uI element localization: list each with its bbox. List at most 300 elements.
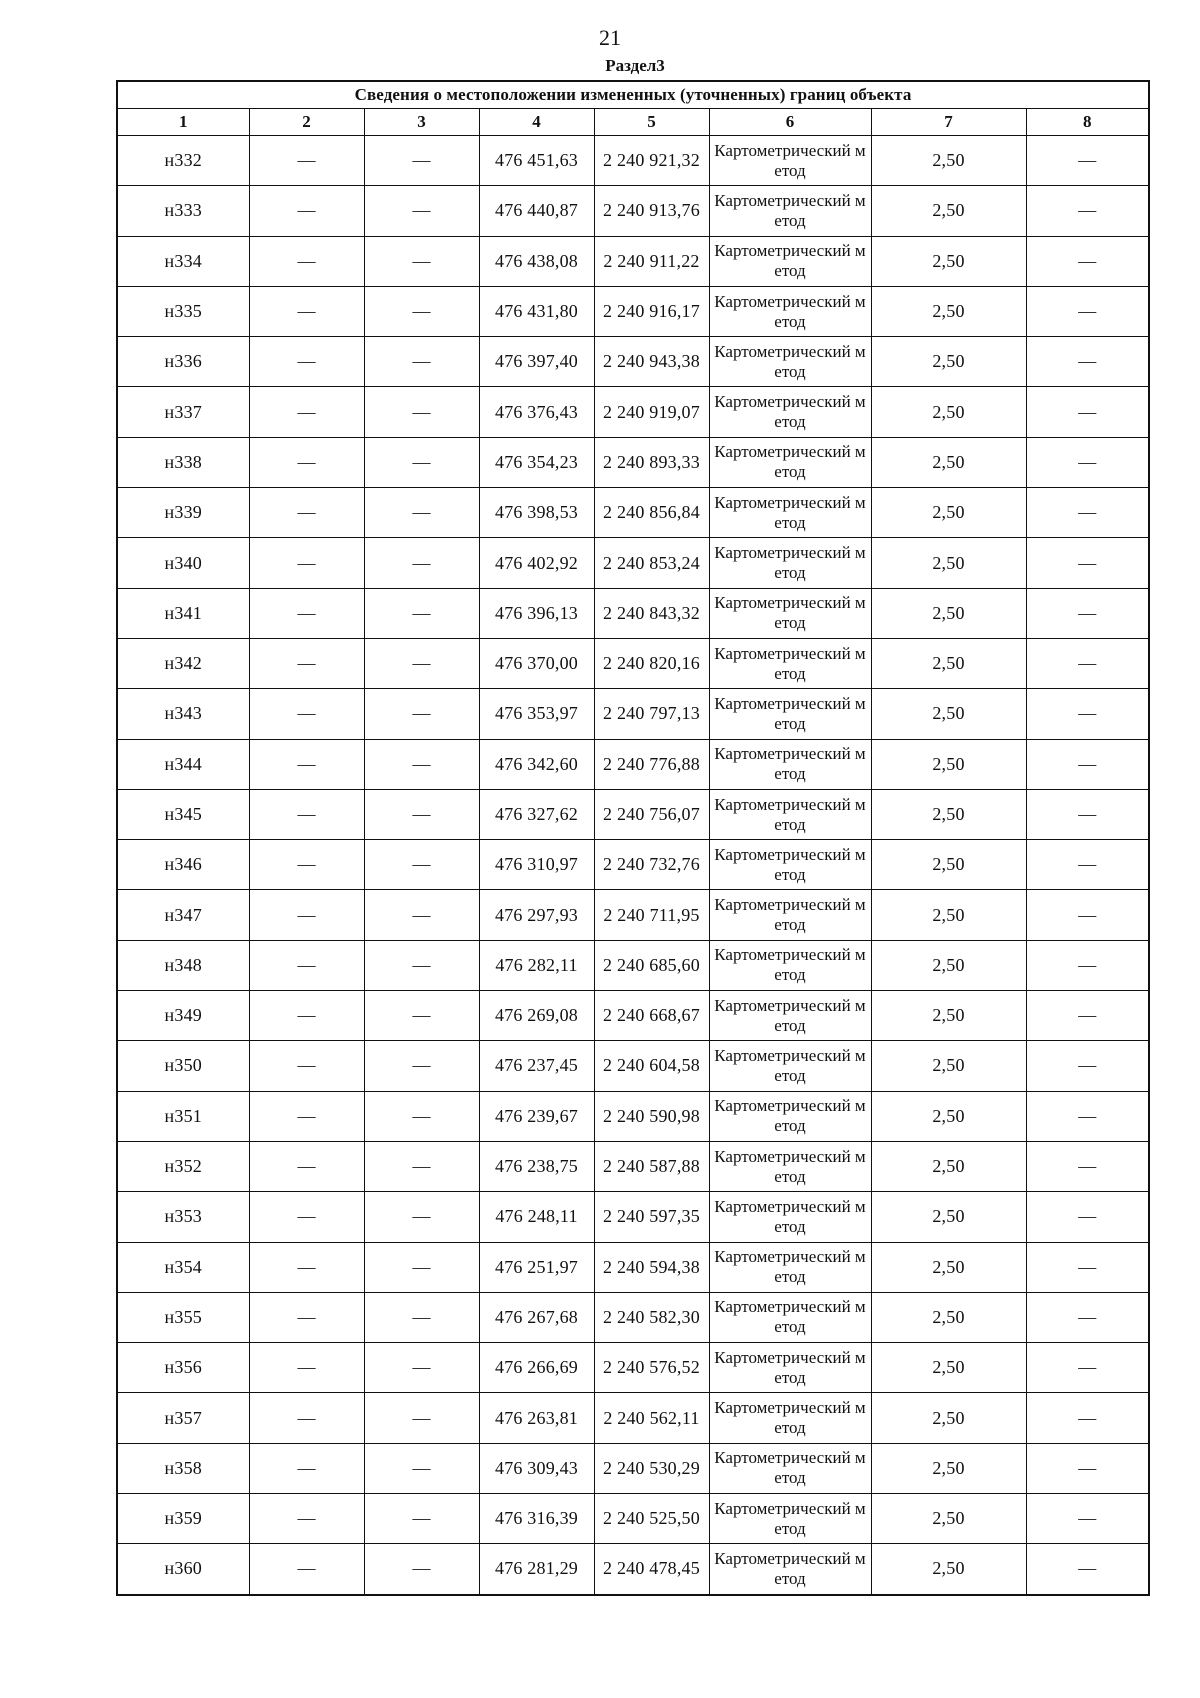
method-cell [709, 689, 871, 739]
column-8-cell: — [1026, 689, 1149, 739]
column-number-1: 1 [117, 109, 249, 136]
point-number-cell: н339 [117, 488, 249, 538]
accuracy-cell: 2,50 [871, 840, 1026, 890]
method-cell [709, 1091, 871, 1141]
point-number-cell: н334 [117, 236, 249, 286]
column-8-cell: — [1026, 1041, 1149, 1091]
table-body [117, 136, 1149, 1595]
column-3-cell: — [364, 1041, 479, 1091]
column-8-cell: — [1026, 286, 1149, 336]
y-coordinate-cell: 2 240 916,17 [594, 286, 709, 336]
method-text: Картометрический метод [714, 291, 866, 331]
accuracy-cell: 2,50 [871, 1494, 1026, 1544]
y-coordinate-cell: 2 240 943,38 [594, 337, 709, 387]
y-coordinate-cell: 2 240 478,45 [594, 1544, 709, 1595]
method-text: Картометрический метод [714, 844, 866, 884]
point-number-cell: н360 [117, 1544, 249, 1595]
accuracy-cell: 2,50 [871, 236, 1026, 286]
y-coordinate-cell: 2 240 582,30 [594, 1292, 709, 1342]
column-3-cell: — [364, 1242, 479, 1292]
method-text: Картометрический метод [714, 1548, 866, 1588]
x-coordinate-cell: 476 397,40 [479, 337, 594, 387]
column-3-cell: — [364, 991, 479, 1041]
column-8-cell: — [1026, 1242, 1149, 1292]
table-row [117, 337, 1149, 387]
accuracy-cell: 2,50 [871, 538, 1026, 588]
column-number-6: 6 [709, 109, 871, 136]
column-3-cell: — [364, 1192, 479, 1242]
x-coordinate-cell: 476 237,45 [479, 1041, 594, 1091]
point-number-cell: н346 [117, 840, 249, 890]
x-coordinate-cell: 476 248,11 [479, 1192, 594, 1242]
column-3-cell: — [364, 689, 479, 739]
table-row [117, 1041, 1149, 1091]
y-coordinate-cell: 2 240 530,29 [594, 1443, 709, 1493]
point-number-cell: н357 [117, 1393, 249, 1443]
column-8-cell: — [1026, 638, 1149, 688]
x-coordinate-cell: 476 431,80 [479, 286, 594, 336]
table-caption-row [117, 81, 1149, 109]
x-coordinate-cell: 476 266,69 [479, 1343, 594, 1393]
method-text: Картометрический метод [714, 995, 866, 1035]
table-row [117, 1141, 1149, 1191]
column-2-cell: — [249, 337, 364, 387]
method-text: Картометрический метод [714, 442, 866, 482]
table-row [117, 1343, 1149, 1393]
method-text: Картометрический метод [714, 693, 866, 733]
section-title: Раздел3 [605, 56, 665, 75]
method-text: Картометрический метод [714, 543, 866, 583]
accuracy-cell: 2,50 [871, 1091, 1026, 1141]
method-cell [709, 588, 871, 638]
method-text: Картометрический метод [714, 593, 866, 633]
y-coordinate-cell: 2 240 597,35 [594, 1192, 709, 1242]
method-text: Картометрический метод [714, 1196, 866, 1236]
accuracy-cell: 2,50 [871, 1041, 1026, 1091]
point-number-cell: н343 [117, 689, 249, 739]
accuracy-cell: 2,50 [871, 1192, 1026, 1242]
column-2-cell: — [249, 437, 364, 487]
point-number-cell: н353 [117, 1192, 249, 1242]
column-8-cell: — [1026, 1443, 1149, 1493]
point-number-cell: н354 [117, 1242, 249, 1292]
column-2-cell: — [249, 890, 364, 940]
column-3-cell: — [364, 186, 479, 236]
accuracy-cell: 2,50 [871, 638, 1026, 688]
column-3-cell: — [364, 1393, 479, 1443]
column-3-cell: — [364, 739, 479, 789]
method-cell [709, 1343, 871, 1393]
y-coordinate-cell: 2 240 843,32 [594, 588, 709, 638]
column-2-cell: — [249, 1242, 364, 1292]
accuracy-cell: 2,50 [871, 1343, 1026, 1393]
point-number-cell: н350 [117, 1041, 249, 1091]
accuracy-cell: 2,50 [871, 1393, 1026, 1443]
method-text: Картометрический метод [714, 945, 866, 985]
x-coordinate-cell: 476 238,75 [479, 1141, 594, 1191]
column-3-cell: — [364, 1091, 479, 1141]
point-number-cell: н338 [117, 437, 249, 487]
column-8-cell: — [1026, 1494, 1149, 1544]
method-cell [709, 236, 871, 286]
accuracy-cell: 2,50 [871, 186, 1026, 236]
column-8-cell: — [1026, 890, 1149, 940]
point-number-cell: н351 [117, 1091, 249, 1141]
method-text: Картометрический метод [714, 492, 866, 532]
x-coordinate-cell: 476 438,08 [479, 236, 594, 286]
method-cell [709, 1192, 871, 1242]
method-cell [709, 437, 871, 487]
x-coordinate-cell: 476 342,60 [479, 739, 594, 789]
column-3-cell: — [364, 236, 479, 286]
column-2-cell: — [249, 789, 364, 839]
method-text: Картометрический метод [714, 140, 866, 180]
table-row [117, 1393, 1149, 1443]
y-coordinate-cell: 2 240 776,88 [594, 739, 709, 789]
point-number-cell: н342 [117, 638, 249, 688]
method-cell [709, 387, 871, 437]
column-number-4: 4 [479, 109, 594, 136]
accuracy-cell: 2,50 [871, 337, 1026, 387]
x-coordinate-cell: 476 354,23 [479, 437, 594, 487]
x-coordinate-cell: 476 370,00 [479, 638, 594, 688]
column-3-cell: — [364, 136, 479, 186]
column-8-cell: — [1026, 387, 1149, 437]
y-coordinate-cell: 2 240 797,13 [594, 689, 709, 739]
column-3-cell: — [364, 840, 479, 890]
accuracy-cell: 2,50 [871, 387, 1026, 437]
table-row [117, 186, 1149, 236]
column-3-cell: — [364, 638, 479, 688]
accuracy-cell: 2,50 [871, 689, 1026, 739]
column-2-cell: — [249, 840, 364, 890]
column-8-cell: — [1026, 186, 1149, 236]
method-text: Картометрический метод [714, 1096, 866, 1136]
column-8-cell: — [1026, 991, 1149, 1041]
column-3-cell: — [364, 337, 479, 387]
x-coordinate-cell: 476 239,67 [479, 1091, 594, 1141]
column-8-cell: — [1026, 840, 1149, 890]
table-row [117, 1292, 1149, 1342]
x-coordinate-cell: 476 267,68 [479, 1292, 594, 1342]
column-2-cell: — [249, 1192, 364, 1242]
accuracy-cell: 2,50 [871, 1242, 1026, 1292]
accuracy-cell: 2,50 [871, 789, 1026, 839]
column-8-cell: — [1026, 1544, 1149, 1595]
y-coordinate-cell: 2 240 853,24 [594, 538, 709, 588]
table-row [117, 538, 1149, 588]
method-cell [709, 940, 871, 990]
point-number-cell: н348 [117, 940, 249, 990]
y-coordinate-cell: 2 240 576,52 [594, 1343, 709, 1393]
method-text: Картометрический метод [714, 895, 866, 935]
method-cell [709, 1242, 871, 1292]
method-text: Картометрический метод [714, 1045, 866, 1085]
point-number-cell: н356 [117, 1343, 249, 1393]
column-3-cell: — [364, 286, 479, 336]
point-number-cell: н345 [117, 789, 249, 839]
column-3-cell: — [364, 1292, 479, 1342]
point-number-cell: н349 [117, 991, 249, 1041]
table-row [117, 387, 1149, 437]
column-8-cell: — [1026, 1393, 1149, 1443]
column-number-7: 7 [871, 109, 1026, 136]
column-2-cell: — [249, 538, 364, 588]
column-2-cell: — [249, 186, 364, 236]
x-coordinate-cell: 476 309,43 [479, 1443, 594, 1493]
column-2-cell: — [249, 136, 364, 186]
method-cell [709, 890, 871, 940]
column-2-cell: — [249, 1544, 364, 1595]
x-coordinate-cell: 476 327,62 [479, 789, 594, 839]
method-text: Картометрический метод [714, 1297, 866, 1337]
column-3-cell: — [364, 1443, 479, 1493]
method-text: Картометрический метод [714, 643, 866, 683]
x-coordinate-cell: 476 310,97 [479, 840, 594, 890]
table-row [117, 1494, 1149, 1544]
column-8-cell: — [1026, 337, 1149, 387]
point-number-cell: н337 [117, 387, 249, 437]
column-number-5: 5 [594, 109, 709, 136]
method-text: Картометрический метод [714, 744, 866, 784]
accuracy-cell: 2,50 [871, 136, 1026, 186]
accuracy-cell: 2,50 [871, 890, 1026, 940]
point-number-cell: н355 [117, 1292, 249, 1342]
table-row [117, 437, 1149, 487]
accuracy-cell: 2,50 [871, 991, 1026, 1041]
method-cell [709, 1141, 871, 1191]
table-row [117, 689, 1149, 739]
column-3-cell: — [364, 1544, 479, 1595]
x-coordinate-cell: 476 251,97 [479, 1242, 594, 1292]
x-coordinate-cell: 476 263,81 [479, 1393, 594, 1443]
method-text: Картометрический метод [714, 794, 866, 834]
column-3-cell: — [364, 789, 479, 839]
accuracy-cell: 2,50 [871, 437, 1026, 487]
method-cell [709, 1494, 871, 1544]
y-coordinate-cell: 2 240 685,60 [594, 940, 709, 990]
y-coordinate-cell: 2 240 856,84 [594, 488, 709, 538]
accuracy-cell: 2,50 [871, 1292, 1026, 1342]
point-number-cell: н336 [117, 337, 249, 387]
method-cell [709, 1041, 871, 1091]
x-coordinate-cell: 476 353,97 [479, 689, 594, 739]
column-2-cell: — [249, 488, 364, 538]
column-2-cell: — [249, 1041, 364, 1091]
accuracy-cell: 2,50 [871, 1141, 1026, 1191]
column-2-cell: — [249, 1494, 364, 1544]
x-coordinate-cell: 476 316,39 [479, 1494, 594, 1544]
method-cell [709, 840, 871, 890]
table-row [117, 136, 1149, 186]
column-2-cell: — [249, 940, 364, 990]
table-row [117, 488, 1149, 538]
point-number-cell: н359 [117, 1494, 249, 1544]
point-number-cell: н341 [117, 588, 249, 638]
method-cell [709, 186, 871, 236]
x-coordinate-cell: 476 402,92 [479, 538, 594, 588]
column-2-cell: — [249, 1393, 364, 1443]
column-8-cell: — [1026, 588, 1149, 638]
column-8-cell: — [1026, 1091, 1149, 1141]
table-row [117, 1192, 1149, 1242]
x-coordinate-cell: 476 396,13 [479, 588, 594, 638]
column-2-cell: — [249, 1091, 364, 1141]
column-3-cell: — [364, 488, 479, 538]
boundary-coordinates-table [116, 80, 1150, 1596]
x-coordinate-cell: 476 451,63 [479, 136, 594, 186]
column-3-cell: — [364, 1494, 479, 1544]
column-2-cell: — [249, 1292, 364, 1342]
method-cell [709, 739, 871, 789]
column-number-8: 8 [1026, 109, 1149, 136]
column-2-cell: — [249, 1443, 364, 1493]
y-coordinate-cell: 2 240 594,38 [594, 1242, 709, 1292]
column-3-cell: — [364, 588, 479, 638]
x-coordinate-cell: 476 297,93 [479, 890, 594, 940]
accuracy-cell: 2,50 [871, 1443, 1026, 1493]
method-cell [709, 538, 871, 588]
y-coordinate-cell: 2 240 820,16 [594, 638, 709, 688]
column-2-cell: — [249, 387, 364, 437]
point-number-cell: н332 [117, 136, 249, 186]
column-3-cell: — [364, 538, 479, 588]
column-8-cell: — [1026, 136, 1149, 186]
x-coordinate-cell: 476 282,11 [479, 940, 594, 990]
column-3-cell: — [364, 1343, 479, 1393]
method-text: Картометрический метод [714, 1347, 866, 1387]
x-coordinate-cell: 476 269,08 [479, 991, 594, 1041]
column-3-cell: — [364, 890, 479, 940]
column-2-cell: — [249, 286, 364, 336]
column-2-cell: — [249, 739, 364, 789]
table-row [117, 286, 1149, 336]
point-number-cell: н340 [117, 538, 249, 588]
column-8-cell: — [1026, 488, 1149, 538]
point-number-cell: н347 [117, 890, 249, 940]
method-cell [709, 337, 871, 387]
y-coordinate-cell: 2 240 711,95 [594, 890, 709, 940]
column-number-2: 2 [249, 109, 364, 136]
column-3-cell: — [364, 387, 479, 437]
method-text: Картометрический метод [714, 1146, 866, 1186]
method-cell [709, 1292, 871, 1342]
point-number-cell: н344 [117, 739, 249, 789]
column-8-cell: — [1026, 1192, 1149, 1242]
x-coordinate-cell: 476 440,87 [479, 186, 594, 236]
method-cell [709, 789, 871, 839]
method-text: Картометрический метод [714, 1398, 866, 1438]
method-cell [709, 136, 871, 186]
table-row [117, 739, 1149, 789]
point-number-cell: н335 [117, 286, 249, 336]
column-2-cell: — [249, 638, 364, 688]
point-number-cell: н352 [117, 1141, 249, 1191]
method-text: Картометрический метод [714, 1448, 866, 1488]
column-number-row [117, 109, 1149, 136]
accuracy-cell: 2,50 [871, 940, 1026, 990]
column-3-cell: — [364, 437, 479, 487]
method-cell [709, 991, 871, 1041]
x-coordinate-cell: 476 398,53 [479, 488, 594, 538]
y-coordinate-cell: 2 240 913,76 [594, 186, 709, 236]
column-2-cell: — [249, 689, 364, 739]
y-coordinate-cell: 2 240 919,07 [594, 387, 709, 437]
column-8-cell: — [1026, 1292, 1149, 1342]
column-2-cell: — [249, 991, 364, 1041]
point-number-cell: н358 [117, 1443, 249, 1493]
page-number: 21 [599, 25, 621, 50]
method-text: Картометрический метод [714, 392, 866, 432]
column-8-cell: — [1026, 538, 1149, 588]
column-3-cell: — [364, 940, 479, 990]
accuracy-cell: 2,50 [871, 286, 1026, 336]
y-coordinate-cell: 2 240 911,22 [594, 236, 709, 286]
table-caption: Сведения о местоположении измененных (уточненных) границ объекта [117, 81, 1149, 109]
table-row [117, 1242, 1149, 1292]
point-number-cell: н333 [117, 186, 249, 236]
table-row [117, 940, 1149, 990]
table-row [117, 1443, 1149, 1493]
column-number-3: 3 [364, 109, 479, 136]
method-cell [709, 1443, 871, 1493]
table-row [117, 1544, 1149, 1595]
table-row [117, 236, 1149, 286]
y-coordinate-cell: 2 240 893,33 [594, 437, 709, 487]
method-text: Картометрический метод [714, 190, 866, 230]
column-2-cell: — [249, 1343, 364, 1393]
y-coordinate-cell: 2 240 562,11 [594, 1393, 709, 1443]
column-8-cell: — [1026, 739, 1149, 789]
table-row [117, 789, 1149, 839]
y-coordinate-cell: 2 240 668,67 [594, 991, 709, 1041]
accuracy-cell: 2,50 [871, 488, 1026, 538]
method-cell [709, 638, 871, 688]
table-row [117, 890, 1149, 940]
column-8-cell: — [1026, 789, 1149, 839]
method-cell [709, 286, 871, 336]
column-2-cell: — [249, 1141, 364, 1191]
method-text: Картометрический метод [714, 1498, 866, 1538]
y-coordinate-cell: 2 240 732,76 [594, 840, 709, 890]
column-2-cell: — [249, 588, 364, 638]
column-8-cell: — [1026, 940, 1149, 990]
method-cell [709, 488, 871, 538]
method-text: Картометрический метод [714, 241, 866, 281]
column-8-cell: — [1026, 1141, 1149, 1191]
method-cell [709, 1544, 871, 1595]
table-row [117, 840, 1149, 890]
table-row [117, 638, 1149, 688]
table-row [117, 991, 1149, 1041]
accuracy-cell: 2,50 [871, 1544, 1026, 1595]
method-text: Картометрический метод [714, 1247, 866, 1287]
method-text: Картометрический метод [714, 341, 866, 381]
y-coordinate-cell: 2 240 921,32 [594, 136, 709, 186]
column-8-cell: — [1026, 1343, 1149, 1393]
y-coordinate-cell: 2 240 587,88 [594, 1141, 709, 1191]
column-2-cell: — [249, 236, 364, 286]
column-3-cell: — [364, 1141, 479, 1191]
accuracy-cell: 2,50 [871, 588, 1026, 638]
x-coordinate-cell: 476 281,29 [479, 1544, 594, 1595]
y-coordinate-cell: 2 240 525,50 [594, 1494, 709, 1544]
method-cell [709, 1393, 871, 1443]
y-coordinate-cell: 2 240 590,98 [594, 1091, 709, 1141]
y-coordinate-cell: 2 240 604,58 [594, 1041, 709, 1091]
x-coordinate-cell: 476 376,43 [479, 387, 594, 437]
y-coordinate-cell: 2 240 756,07 [594, 789, 709, 839]
